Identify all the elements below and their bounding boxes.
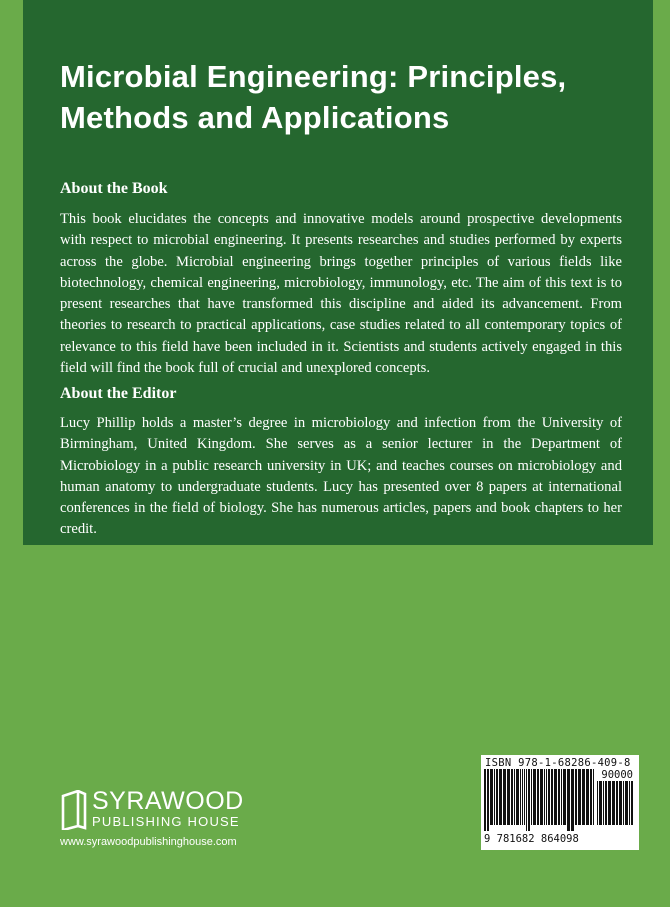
book-icon	[60, 790, 88, 830]
barcode-bar	[496, 769, 498, 825]
publisher-logo	[60, 787, 244, 830]
barcode-bar	[548, 769, 550, 825]
barcode-bar	[578, 769, 581, 825]
isbn-barcode	[481, 755, 639, 850]
barcode-bar	[484, 769, 486, 831]
barcode-bar	[511, 769, 513, 825]
barcode-bar	[593, 769, 594, 825]
barcode-bar	[563, 769, 566, 825]
addon-barcode-bars	[597, 781, 633, 831]
barcode-bar	[546, 769, 547, 825]
barcode-bar	[494, 769, 495, 825]
barcode-bar	[544, 769, 545, 825]
barcode-digits: 9 781682 864098	[484, 833, 579, 845]
price-addon: 90000	[601, 769, 633, 781]
barcode-bar	[533, 769, 536, 825]
barcode-bar	[561, 769, 562, 825]
barcode-bar	[590, 769, 592, 825]
barcode-bar	[524, 769, 525, 825]
barcode-bar	[582, 769, 585, 825]
barcode-bar	[526, 769, 527, 831]
barcode-bar	[554, 769, 557, 825]
barcode-bar	[520, 769, 521, 825]
isbn-text: ISBN 978-1-68286-409-8	[485, 757, 631, 769]
ean-barcode-bars	[484, 769, 594, 831]
about-book-text: This book elucidates the concepts and innovative models around prospective developments with respect to microbial engineering. It presents researches and studies performed by experts across the globe. Microbial engineering brings together principles of various fields like biotechnology, chemical engineering, microbiology, immunology, etc. The aim of this text is to present researches that have transformed this discipline and aided its advancement. From theories to research to practical applications, case studies related to all contemporary topics of relevance to this field have been included in it. Scientists and students actively engaged in this field will find the book full of crucial and unexplored concepts.	[60, 211, 622, 377]
about-editor-heading: About the Editor	[60, 385, 177, 402]
about-book-heading: About the Book	[60, 180, 168, 197]
publisher-subtitle: PUBLISHING HOUSE	[92, 814, 240, 829]
barcode-bar	[603, 781, 604, 825]
barcode-bar	[558, 769, 560, 825]
barcode-bar	[503, 769, 506, 825]
barcode-bar	[516, 769, 519, 825]
barcode-bar	[540, 769, 543, 825]
barcode-bar	[586, 769, 589, 825]
barcode-bar	[597, 781, 598, 825]
barcode-bar	[631, 781, 633, 825]
barcode-bar	[605, 781, 607, 825]
publisher-name: SYRAWOOD	[92, 787, 244, 815]
about-editor-text: Lucy Phillip holds a master’s degree in microbiology and infection from the University of Birmingham, United Kingdom. She serves as a senior lecturer in the Department of Microbiology in a public research university in UK; and teaches courses on microbiology and human anatomy to undergraduate students. Lucy has presented over 8 papers at international conferences in the field of biology. She has numerous articles, papers and book chapters to her credit.	[60, 415, 622, 538]
barcode-bar	[599, 781, 602, 825]
barcode-bar	[623, 781, 624, 825]
barcode-bar	[514, 769, 515, 825]
barcode-bar	[507, 769, 510, 825]
barcode-bar	[575, 769, 577, 825]
barcode-bar	[571, 769, 574, 831]
barcode-bar	[499, 769, 502, 825]
barcode-bar	[567, 769, 570, 831]
barcode-bar	[612, 781, 615, 825]
barcode-bar	[490, 769, 493, 825]
barcode-bar	[528, 769, 530, 831]
book-title: Microbial Engineering: Principles, Methods and Applications	[60, 59, 567, 135]
barcode-bar	[619, 781, 622, 825]
barcode-bar	[625, 781, 628, 825]
barcode-bar	[537, 769, 539, 825]
publisher-website: www.syrawoodpublishinghouse.com	[60, 836, 237, 848]
barcode-bar	[487, 769, 489, 831]
barcode-bar	[616, 781, 618, 825]
barcode-bar	[551, 769, 553, 825]
barcode-bar	[531, 769, 532, 825]
barcode-bar	[522, 769, 523, 825]
barcode-bar	[608, 781, 611, 825]
barcode-bar	[629, 781, 630, 825]
